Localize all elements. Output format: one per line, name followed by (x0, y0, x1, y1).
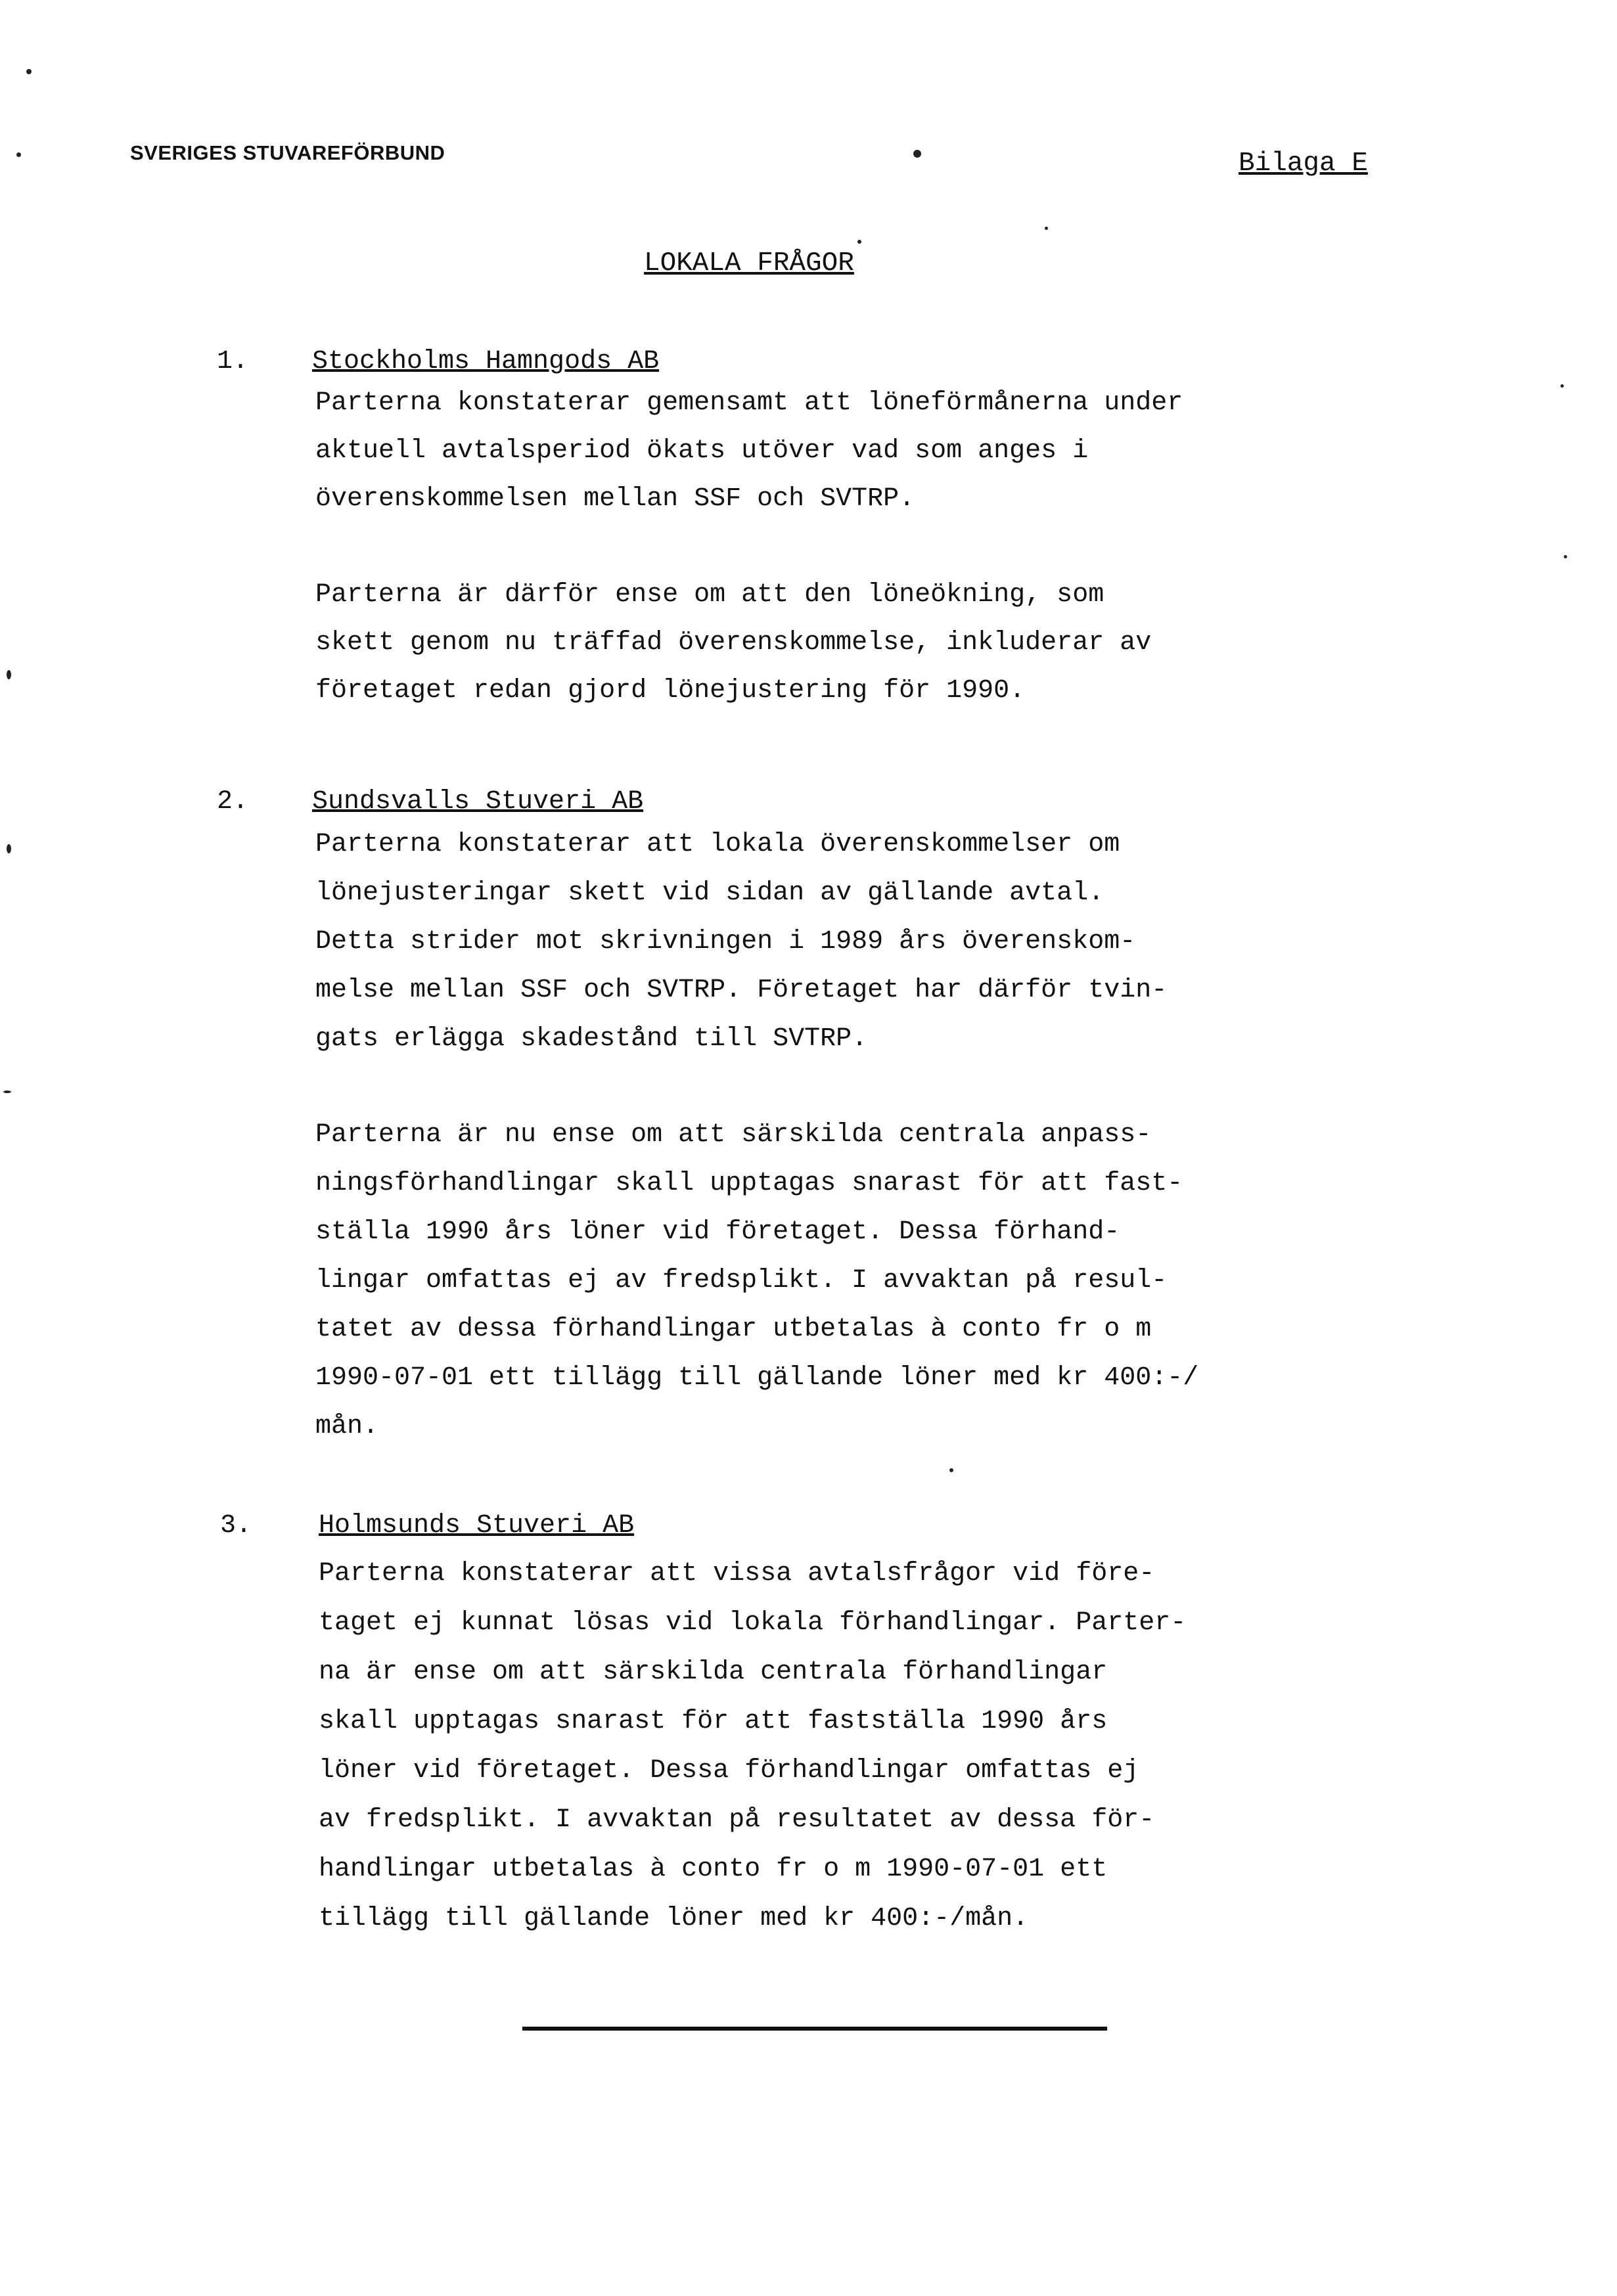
scan-speck (913, 150, 921, 158)
section-number: 2. (217, 787, 249, 817)
text-line: löner vid företaget. Dessa förhandlingar omfattas ej (319, 1756, 1139, 1786)
scan-speck (1045, 227, 1048, 230)
scan-speck (7, 670, 11, 679)
text-line: Parterna är därför ense om att den löneökning, som (315, 580, 1105, 610)
text-line: Parterna konstaterar att vissa avtalsfrågor vid före- (319, 1559, 1155, 1588)
section-heading: Sundsvalls Stuveri AB (312, 787, 644, 817)
appendix-label: Bilaga E (1239, 148, 1368, 179)
text-line: Parterna konstaterar att lokala överenskommelser om (315, 830, 1120, 859)
text-line: mån. (315, 1412, 379, 1441)
text-line: ningsförhandlingar skall upptagas snarast för att fast- (315, 1169, 1183, 1198)
text-line: tatet av dessa förhandlingar utbetalas à conto fr o m (315, 1315, 1152, 1344)
scan-speck (3, 1091, 11, 1093)
organization-letterhead: SVERIGES STUVAREFÖRBUND (130, 141, 445, 164)
scan-speck (1564, 555, 1567, 558)
section-number: 1. (217, 347, 249, 376)
scan-speck (26, 69, 32, 74)
text-line: ställa 1990 års löner vid företaget. Dessa förhand- (315, 1217, 1120, 1247)
text-line: skall upptagas snarast för att fastställa 1990 års (319, 1707, 1108, 1736)
text-line: aktuell avtalsperiod ökats utöver vad som anges i (315, 436, 1089, 466)
document-title: LOKALA FRÅGOR (644, 248, 854, 279)
section-number: 3. (220, 1511, 252, 1541)
text-line: av fredsplikt. I avvaktan på resultatet av dessa för- (319, 1805, 1155, 1835)
text-line: lönejusteringar skett vid sidan av gällande avtal. (315, 878, 1105, 908)
section-heading: Stockholms Hamngods AB (312, 347, 660, 376)
text-line: 1990-07-01 ett tillägg till gällande löner med kr 400:-/ (315, 1363, 1199, 1393)
text-line: lingar omfattas ej av fredsplikt. I avvaktan på resul- (315, 1266, 1168, 1295)
text-line: na är ense om att särskilda centrala förhandlingar (319, 1657, 1108, 1687)
text-line: Parterna är nu ense om att särskilda centrala anpass- (315, 1120, 1152, 1150)
text-line: Detta strider mot skrivningen i 1989 års överenskom- (315, 927, 1136, 957)
text-line: tillägg till gällande löner med kr 400:-/mån. (319, 1904, 1029, 1933)
text-line: Parterna konstaterar gemensamt att löneförmånerna under (315, 388, 1183, 418)
closing-rule (522, 2027, 1107, 2031)
scan-speck (1560, 384, 1564, 388)
scan-speck (949, 1468, 953, 1472)
text-line: företaget redan gjord lönejustering för 1990. (315, 676, 1026, 706)
text-line: överenskommelsen mellan SSF och SVTRP. (315, 484, 915, 514)
text-line: melse mellan SSF och SVTRP. Företaget har därför tvin- (315, 976, 1168, 1005)
section-heading: Holmsunds Stuveri AB (319, 1511, 635, 1541)
text-line: skett genom nu träffad överenskommelse, inkluderar av (315, 628, 1152, 658)
text-line: handlingar utbetalas à conto fr o m 1990-07-01 ett (319, 1855, 1108, 1884)
scan-speck (857, 240, 861, 244)
text-line: gats erlägga skadestånd till SVTRP. (315, 1024, 868, 1054)
scan-speck (16, 152, 21, 157)
text-line: taget ej kunnat lösas vid lokala förhandlingar. Parter- (319, 1608, 1187, 1638)
scan-speck (7, 844, 11, 853)
